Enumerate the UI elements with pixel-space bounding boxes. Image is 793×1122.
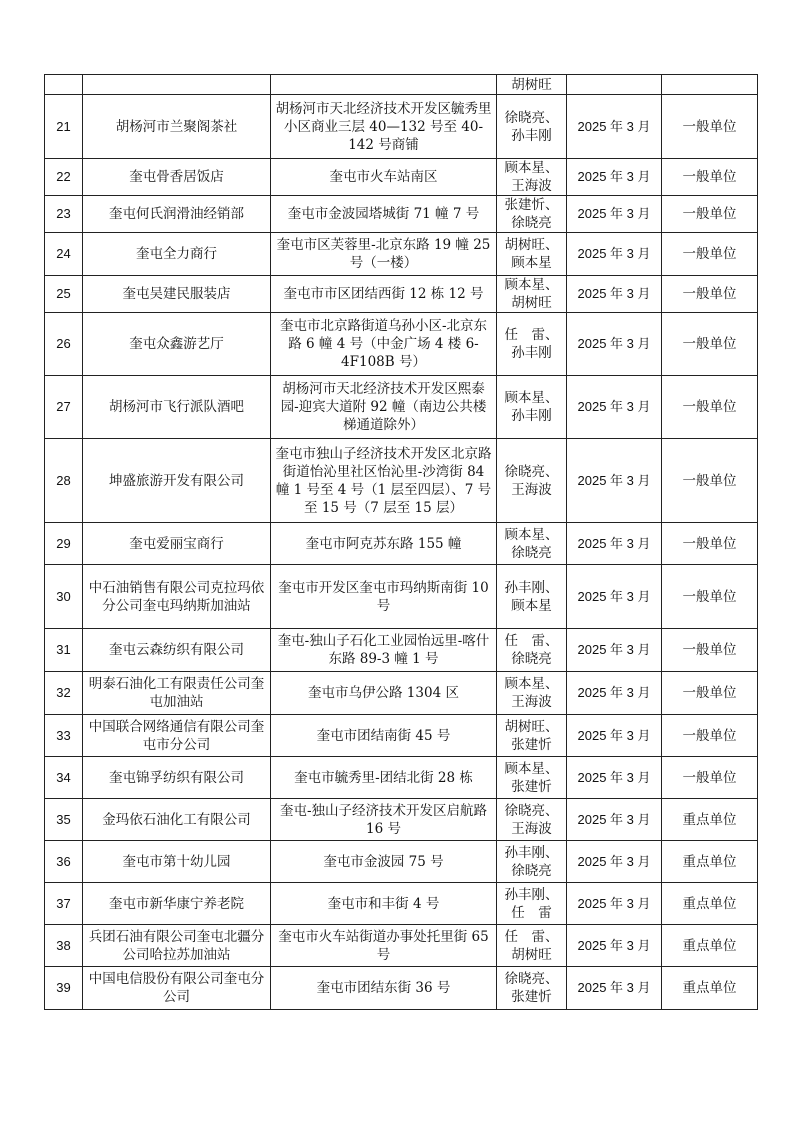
inspectors-cell: [497, 565, 567, 629]
inspector-name: 徐晓亮: [511, 651, 552, 667]
unit-category: [662, 75, 758, 95]
row-number: 38: [45, 925, 83, 967]
inspector-name: 任 雷、: [504, 633, 559, 649]
table-row: [45, 196, 758, 233]
inspection-date: 2025 年 3 月: [567, 233, 662, 276]
row-number: 28: [45, 439, 83, 523]
row-number: 27: [45, 376, 83, 439]
unit-category: 一般单位: [662, 196, 758, 233]
table-row: [45, 75, 758, 95]
table-row: [45, 841, 758, 883]
unit-name: 奎屯市第十幼儿园: [83, 841, 271, 883]
table-row: [45, 715, 758, 757]
inspection-date: 2025 年 3 月: [567, 629, 662, 672]
inspector-name: 徐晓亮、: [504, 109, 559, 126]
unit-address: 胡杨河市天北经济技术开发区毓秀里小区商业三层 40—132 号至 40-142 号商铺: [271, 95, 497, 159]
unit-category: 一般单位: [662, 439, 758, 523]
row-number: 26: [45, 313, 83, 376]
inspector-name: 孙丰刚、: [504, 844, 559, 861]
inspection-date: 2025 年 3 月: [567, 376, 662, 439]
inspector-name: 顾本星、: [504, 676, 559, 692]
unit-name: 明泰石油化工有限责任公司奎屯加油站: [83, 672, 271, 715]
inspector-name: 胡树旺: [511, 295, 552, 311]
table-row: [45, 376, 758, 439]
unit-category: 一般单位: [662, 715, 758, 757]
inspection-date: 2025 年 3 月: [567, 196, 662, 233]
row-number: 32: [45, 672, 83, 715]
inspector-name: 任 雷: [511, 904, 552, 921]
table-row: [45, 799, 758, 841]
table-row: [45, 95, 758, 159]
inspector-name: 顾本星、: [504, 390, 559, 406]
inspector-name: 张建忻: [511, 736, 552, 753]
inspectors-cell: [497, 672, 567, 715]
table-row: [45, 757, 758, 799]
inspection-table: [44, 74, 758, 1010]
inspector-name: 顾本星: [511, 597, 552, 614]
inspector-name: 王海波: [511, 481, 552, 498]
row-number: 21: [45, 95, 83, 159]
row-number: 31: [45, 629, 83, 672]
unit-name: 中国电信股份有限公司奎屯分公司: [83, 967, 271, 1010]
row-number: 39: [45, 967, 83, 1010]
inspectors-cell: [497, 925, 567, 967]
unit-name: 中国联合网络通信有限公司奎屯市分公司: [83, 715, 271, 757]
unit-category: 重点单位: [662, 883, 758, 925]
inspection-date: 2025 年 3 月: [567, 523, 662, 565]
inspector-name: 胡树旺、: [504, 237, 559, 253]
row-number: 33: [45, 715, 83, 757]
table-row: [45, 672, 758, 715]
inspection-date: 2025 年 3 月: [567, 841, 662, 883]
inspectors-cell: [497, 233, 567, 276]
inspector-name: 胡树旺: [511, 76, 552, 93]
row-number: 36: [45, 841, 83, 883]
unit-category: 一般单位: [662, 313, 758, 376]
table-row: [45, 925, 758, 967]
inspection-date: 2025 年 3 月: [567, 883, 662, 925]
inspection-date: 2025 年 3 月: [567, 276, 662, 313]
unit-name: 奎屯云森纺织有限公司: [83, 629, 271, 672]
unit-name: 奎屯吴建民服装店: [83, 276, 271, 313]
unit-address: 奎屯市金波园 75 号: [271, 841, 497, 883]
table-row: [45, 883, 758, 925]
unit-address: 奎屯市毓秀里-团结北街 28 栋: [271, 757, 497, 799]
inspector-name: 顾本星、: [504, 277, 559, 293]
row-number: 25: [45, 276, 83, 313]
inspectors-cell: [497, 376, 567, 439]
unit-address: 奎屯市区芙蓉里-北京东路 19 幢 25 号（一楼）: [271, 233, 497, 276]
inspector-name: 王海波: [511, 178, 552, 194]
unit-address: [271, 75, 497, 95]
inspectors-cell: [497, 196, 567, 233]
unit-address: 奎屯市火车站南区: [271, 159, 497, 196]
table-row: [45, 629, 758, 672]
unit-category: 一般单位: [662, 565, 758, 629]
unit-address: 奎屯-独山子石化工业园怡远里-喀什东路 89-3 幢 1 号: [271, 629, 497, 672]
inspection-date: 2025 年 3 月: [567, 799, 662, 841]
inspectors-cell: [497, 757, 567, 799]
table-row: [45, 159, 758, 196]
unit-name: 兵团石油有限公司奎屯北疆分公司哈拉苏加油站: [83, 925, 271, 967]
table-row: [45, 233, 758, 276]
unit-category: 一般单位: [662, 159, 758, 196]
inspector-name: 顾本星: [511, 255, 552, 271]
inspection-date: 2025 年 3 月: [567, 967, 662, 1010]
unit-category: 重点单位: [662, 799, 758, 841]
inspector-name: 王海波: [511, 820, 552, 837]
unit-name: 奎屯锦孚纺织有限公司: [83, 757, 271, 799]
unit-category: 重点单位: [662, 841, 758, 883]
unit-address: 奎屯市团结东街 36 号: [271, 967, 497, 1010]
inspector-name: 胡树旺、: [504, 718, 559, 735]
unit-name: 奎屯骨香居饭店: [83, 159, 271, 196]
unit-name: 坤盛旅游开发有限公司: [83, 439, 271, 523]
inspection-date: 2025 年 3 月: [567, 313, 662, 376]
inspector-name: 徐晓亮、: [504, 802, 559, 819]
inspectors-cell: [497, 799, 567, 841]
row-number: 22: [45, 159, 83, 196]
inspectors-cell: [497, 715, 567, 757]
unit-address: 奎屯市和丰街 4 号: [271, 883, 497, 925]
row-number: 37: [45, 883, 83, 925]
unit-address: 奎屯市市区团结西街 12 栋 12 号: [271, 276, 497, 313]
unit-name: 奎屯何氏润滑油经销部: [83, 196, 271, 233]
inspectors-cell: [497, 967, 567, 1010]
inspection-date: 2025 年 3 月: [567, 95, 662, 159]
unit-address: 奎屯市独山子经济技术开发区北京路街道怡沁里社区怡沁里-沙湾街 84 幢 1 号至 4 号（1 层至四层）、7 号至 15 号（7 层至 15 层）: [271, 439, 497, 523]
unit-address: 奎屯市北京路街道乌孙小区-北京东路 6 幢 4 号（中金广场 4 楼 6-4F108B 号）: [271, 313, 497, 376]
inspectors-cell: [497, 841, 567, 883]
inspector-name: 张建忻: [511, 989, 552, 1005]
row-number: 29: [45, 523, 83, 565]
inspectors-cell: [497, 313, 567, 376]
unit-name: 奎屯全力商行: [83, 233, 271, 276]
inspector-name: 顾本星、: [504, 526, 559, 543]
unit-name: 胡杨河市飞行派队酒吧: [83, 376, 271, 439]
unit-name: [83, 75, 271, 95]
inspectors-cell: [497, 75, 567, 95]
unit-name: 胡杨河市兰聚阁茶社: [83, 95, 271, 159]
unit-category: 一般单位: [662, 276, 758, 313]
inspection-date: 2025 年 3 月: [567, 715, 662, 757]
inspector-name: 张建忻: [511, 778, 552, 795]
inspectors-cell: [497, 629, 567, 672]
inspector-name: 顾本星、: [504, 760, 559, 777]
unit-name: 金玛依石油化工有限公司: [83, 799, 271, 841]
unit-name: 奎屯爱丽宝商行: [83, 523, 271, 565]
unit-category: 一般单位: [662, 95, 758, 159]
unit-category: 一般单位: [662, 672, 758, 715]
inspector-name: 顾本星、: [504, 160, 559, 176]
inspectors-cell: [497, 276, 567, 313]
inspectors-cell: [497, 523, 567, 565]
inspection-date: 2025 年 3 月: [567, 925, 662, 967]
table-body: [45, 75, 758, 1010]
table-row: [45, 439, 758, 523]
inspector-name: 孙丰刚: [511, 127, 552, 144]
inspectors-cell: [497, 159, 567, 196]
row-number: [45, 75, 83, 95]
row-number: 34: [45, 757, 83, 799]
table-row: [45, 313, 758, 376]
unit-name: 中石油销售有限公司克拉玛依分公司奎屯玛纳斯加油站: [83, 565, 271, 629]
unit-name: 奎屯众鑫游艺厅: [83, 313, 271, 376]
unit-address: 奎屯-独山子经济技术开发区启航路 16 号: [271, 799, 497, 841]
inspector-name: 孙丰刚: [511, 408, 552, 424]
table-row: [45, 276, 758, 313]
unit-name: 奎屯市新华康宁养老院: [83, 883, 271, 925]
inspector-name: 任 雷、: [504, 928, 559, 945]
unit-address: 奎屯市金波园塔城街 71 幢 7 号: [271, 196, 497, 233]
table-row: [45, 565, 758, 629]
row-number: 23: [45, 196, 83, 233]
inspectors-cell: [497, 439, 567, 523]
inspector-name: 徐晓亮: [511, 862, 552, 879]
inspector-name: 胡树旺: [511, 946, 552, 963]
unit-category: 一般单位: [662, 757, 758, 799]
row-number: 35: [45, 799, 83, 841]
inspection-date: 2025 年 3 月: [567, 672, 662, 715]
unit-category: 重点单位: [662, 925, 758, 967]
inspection-date: 2025 年 3 月: [567, 757, 662, 799]
inspector-name: 徐晓亮、: [504, 463, 559, 480]
inspectors-cell: [497, 95, 567, 159]
inspector-name: 孙丰刚: [511, 345, 552, 361]
unit-address: 奎屯市阿克苏东路 155 幢: [271, 523, 497, 565]
inspector-name: 王海波: [511, 694, 552, 710]
inspector-name: 张建忻、: [504, 197, 559, 213]
row-number: 24: [45, 233, 83, 276]
unit-address: 奎屯市乌伊公路 1304 区: [271, 672, 497, 715]
inspector-name: 孙丰刚、: [504, 886, 559, 903]
inspector-name: 孙丰刚、: [504, 579, 559, 596]
inspector-name: 徐晓亮: [511, 544, 552, 561]
inspectors-cell: [497, 883, 567, 925]
table-row: [45, 967, 758, 1010]
unit-address: 奎屯市团结南街 45 号: [271, 715, 497, 757]
unit-address: 胡杨河市天北经济技术开发区熙泰园-迎宾大道附 92 幢（南边公共楼梯通道除外）: [271, 376, 497, 439]
unit-address: 奎屯市火车站街道办事处托里街 65 号: [271, 925, 497, 967]
unit-category: 重点单位: [662, 967, 758, 1010]
unit-category: 一般单位: [662, 523, 758, 565]
inspection-date: 2025 年 3 月: [567, 565, 662, 629]
row-number: 30: [45, 565, 83, 629]
inspector-name: 任 雷、: [504, 327, 559, 343]
inspector-name: 徐晓亮、: [504, 971, 559, 987]
unit-category: 一般单位: [662, 376, 758, 439]
inspection-date: 2025 年 3 月: [567, 439, 662, 523]
unit-category: 一般单位: [662, 233, 758, 276]
inspector-name: 徐晓亮: [511, 215, 552, 231]
unit-address: 奎屯市开发区奎屯市玛纳斯南街 10 号: [271, 565, 497, 629]
inspection-date: 2025 年 3 月: [567, 159, 662, 196]
table-row: [45, 523, 758, 565]
unit-category: 一般单位: [662, 629, 758, 672]
inspection-date: [567, 75, 662, 95]
